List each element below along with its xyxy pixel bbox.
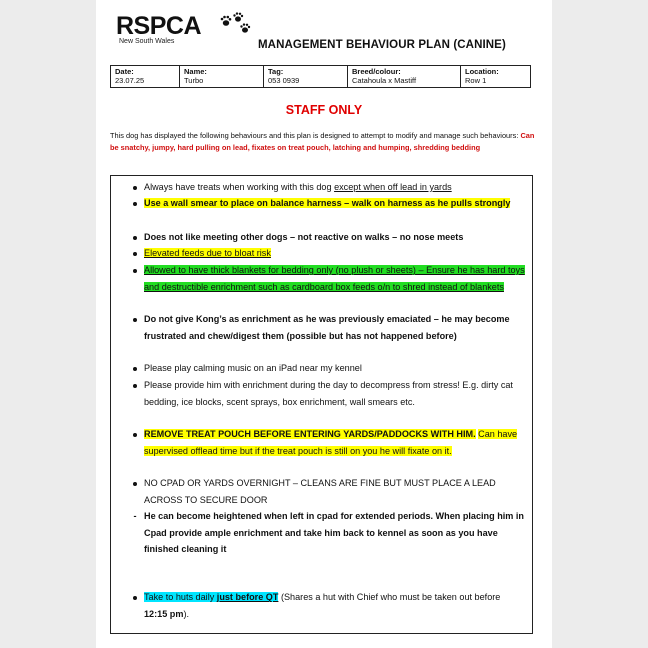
document-title: MANAGEMENT BEHAVIOUR PLAN (CANINE) (258, 39, 506, 51)
bullet-icon (126, 377, 144, 394)
item-text: Do not give Kong’s as enrichment as he was previously emaciated – he may become frustrated and chew/digest them (possible but has not happened before) (144, 314, 510, 341)
item-text-highlighted: REMOVE TREAT POUCH BEFORE ENTERING YARDS/PADDOCKS WITH HIM. (144, 429, 476, 439)
bullet-icon (126, 262, 144, 279)
bullet-icon (126, 360, 144, 377)
intro-behaviours: Can be snatchy, jumpy, hard pulling on lead, fixates on treat pouch, latching and humping, shredding bedding (110, 131, 535, 152)
intro-text: This dog has displayed the following behaviours and this plan is designed to attempt to modify and manage such behaviours: (110, 131, 521, 140)
bullet-icon (126, 475, 144, 492)
staff-only-heading: STAFF ONLY (285, 103, 363, 117)
date-cell (111, 66, 180, 88)
item-text-highlighted: Elevated feeds due to bloat risk (144, 248, 271, 258)
location-cell (461, 66, 531, 88)
dash-bullet-icon: - (133, 511, 137, 521)
date-value: 23.07.25 (115, 76, 145, 85)
paw-prints-icon (219, 11, 253, 37)
breed-cell (348, 66, 461, 88)
intro-paragraph (110, 130, 538, 154)
tag-value: 053 0939 (268, 76, 300, 85)
bullet-icon (126, 195, 144, 212)
rspca-logo (116, 13, 201, 45)
item-text: Please play calming music on an iPad near my kennel (144, 363, 362, 373)
bullet-icon (126, 426, 144, 443)
date-label: Date: (115, 67, 134, 76)
item-text-highlighted-2: Can have supervised offlead time but if the treat pouch is still on you he will fixate on it. (144, 429, 518, 456)
location-value: Row 1 (465, 76, 487, 85)
name-value: Turbo (184, 76, 204, 85)
breed-value: Catahoula x Mastiff (352, 76, 417, 85)
bullet-icon (126, 311, 144, 328)
item-text: Always have treats when working with this dog (144, 182, 335, 192)
tag-label: Tag: (268, 67, 284, 76)
instructions-box (110, 175, 533, 634)
location-label: Location: (465, 67, 499, 76)
item-text: (Shares a hut with Chief who must be taken out before (278, 592, 501, 602)
bullet-icon (126, 589, 144, 606)
item-text-underlined: except when off lead in yards (334, 182, 452, 192)
item-text-end: ). (183, 608, 189, 619)
name-label: Name: (184, 67, 207, 76)
item-text: NO CPAD OR YARDS OVERNIGHT – CLEANS ARE FINE BUT MUST PLACE A LEAD ACROSS TO SECURE DOOR (144, 478, 496, 505)
item-text: He can become heightened when left in cpad for extended periods. When placing him in Cpad provide ample enrichment and take him back to kennel as soon as you have finished cleaning it (144, 511, 524, 554)
item-text-highlighted: Take to huts daily (144, 592, 217, 602)
bullet-icon (126, 245, 144, 262)
logo-subtitle: New South Wales (119, 38, 175, 45)
item-text-highlighted: Use a wall smear to place on balance harness – walk on harness as he pulls strongly (144, 198, 511, 208)
document-page (96, 0, 552, 648)
logo-text: RSPCA (116, 12, 202, 40)
item-time: 12:15 pm (144, 608, 184, 619)
bullet-icon (126, 179, 144, 196)
name-cell (180, 66, 264, 88)
item-text-highlighted-bold: just before QT (216, 592, 279, 602)
bullet-icon (126, 229, 144, 246)
item-text-highlighted: Allowed to have thick blankets for bedding only (no plush or sheets) – Ensure he has hard toys and destructible enrichment such as cardboard box feeds o/n to shred instead of blankets (144, 265, 525, 292)
tag-cell (264, 66, 348, 88)
item-text: Does not like meeting other dogs – not reactive on walks – no nose meets (144, 232, 464, 242)
item-text: Please provide him with enrichment during the day to decompress from stress! E.g. dirty cat bedding, ice blocks, scent sprays, box enrichment, wall smears etc. (144, 380, 513, 407)
dog-info-table (110, 65, 531, 88)
breed-label: Breed/colour: (352, 67, 401, 76)
